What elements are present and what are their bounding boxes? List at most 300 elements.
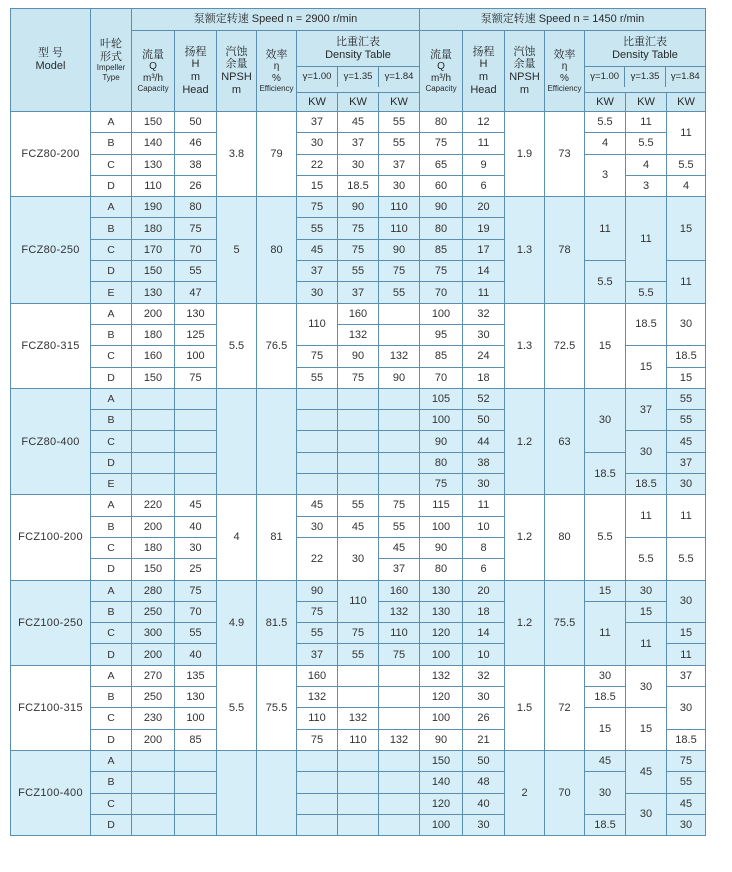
npsh-header-a (217, 31, 257, 112)
power-cell (297, 410, 338, 431)
power-cell: 55 (338, 644, 379, 665)
power-cell (297, 388, 338, 409)
table-row (11, 452, 706, 473)
power-cell: 30 (626, 665, 667, 708)
head-cell: 6 (463, 175, 505, 196)
head-cell: 19 (463, 218, 505, 239)
capacity-cell: 132 (420, 665, 463, 686)
capacity-cell: 110 (132, 175, 175, 196)
capacity-cell: 150 (132, 559, 175, 580)
power-cell: 75 (297, 197, 338, 218)
capacity-cell: 60 (420, 175, 463, 196)
capacity-cell: 90 (420, 197, 463, 218)
density-header-a (297, 31, 420, 93)
capacity-cell (132, 452, 175, 473)
cap-sym-b: Q (437, 61, 445, 73)
efficiency-cell: 78 (545, 197, 585, 303)
power-cell: 3 (585, 154, 626, 197)
power-cell (379, 388, 420, 409)
eff-unit: % (272, 72, 281, 84)
power-cell: 4 (626, 154, 667, 175)
cap-sym: Q (149, 61, 157, 73)
power-cell: 18.5 (585, 814, 626, 835)
impeller-cell: B (91, 772, 132, 793)
efficiency-header-b (545, 31, 585, 112)
capacity-cell: 190 (132, 197, 175, 218)
power-cell (297, 793, 338, 814)
head-cell: 50 (463, 750, 505, 771)
capacity-cell: 115 (420, 495, 463, 516)
model-cell: FCZ100-200 (11, 495, 91, 580)
cap-en: Capacity (137, 84, 169, 94)
head-cell: 100 (175, 346, 217, 367)
capacity-cell: 90 (420, 537, 463, 558)
eff-unit-b: % (560, 72, 569, 84)
capacity-cell: 105 (420, 388, 463, 409)
kw-unit: KW (338, 93, 379, 112)
head-cell: 40 (463, 793, 505, 814)
power-cell: 45 (338, 516, 379, 537)
capacity-cell: 230 (132, 708, 175, 729)
npsh-header-b (505, 31, 545, 112)
head-cell: 18 (463, 367, 505, 388)
power-cell (379, 750, 420, 771)
head-cell (175, 452, 217, 473)
capacity-cell: 75 (420, 133, 463, 154)
power-cell: 45 (626, 750, 667, 793)
head-cell: 25 (175, 559, 217, 580)
power-cell: 132 (338, 324, 379, 345)
model-cell: FCZ80-250 (11, 197, 91, 303)
power-cell: 11 (626, 623, 667, 666)
head-cell: 17 (463, 239, 505, 260)
power-cell: 55 (297, 623, 338, 644)
head-cell (175, 793, 217, 814)
head-cell: 32 (463, 665, 505, 686)
eff-sym: η (273, 61, 280, 73)
head-cell: 9 (463, 154, 505, 175)
impeller-cell: A (91, 495, 132, 516)
impeller-cell: D (91, 261, 132, 282)
head-sym: H (191, 58, 200, 71)
head-header-b (463, 31, 505, 112)
head-cell: 8 (463, 537, 505, 558)
power-cell: 132 (297, 687, 338, 708)
power-cell (338, 772, 379, 793)
head-cell: 100 (175, 708, 217, 729)
head-cell: 10 (463, 516, 505, 537)
capacity-cell: 120 (420, 687, 463, 708)
head-header-a (175, 31, 217, 112)
model-group-fcz80-250 (11, 197, 706, 303)
capacity-cell: 170 (132, 239, 175, 260)
capacity-cell: 100 (420, 708, 463, 729)
table-row (11, 112, 706, 133)
impeller-cell: A (91, 580, 132, 601)
impeller-cell: B (91, 324, 132, 345)
cap-en-b: Capacity (425, 84, 457, 94)
capacity-cell (132, 388, 175, 409)
efficiency-cell: 72.5 (545, 303, 585, 388)
power-cell: 132 (338, 708, 379, 729)
table-row (11, 495, 706, 516)
impeller-cell: B (91, 133, 132, 154)
head-cell: 85 (175, 729, 217, 750)
impeller-cell: E (91, 282, 132, 303)
capacity-cell: 100 (420, 814, 463, 835)
npsh-cell: 4 (217, 495, 257, 580)
head-cell: 50 (463, 410, 505, 431)
gamma-100-b: γ=1.00 (585, 67, 625, 87)
impeller-cell: E (91, 474, 132, 495)
model-cell: FCZ100-315 (11, 665, 91, 750)
head-cell: 40 (175, 644, 217, 665)
power-cell: 37 (379, 154, 420, 175)
power-cell: 5.5 (626, 282, 667, 303)
cap-cn: 流量 (142, 48, 164, 61)
impeller-cell: A (91, 112, 132, 133)
impeller-cell: D (91, 559, 132, 580)
efficiency-cell: 81 (257, 495, 297, 580)
power-cell: 45 (297, 239, 338, 260)
npsh-cn1: 汽蚀 (225, 45, 248, 58)
efficiency-cell: 72 (545, 665, 585, 750)
head-cn: 扬程 (184, 45, 207, 58)
head-cell: 20 (463, 197, 505, 218)
npsh-cell: 1.3 (505, 197, 545, 303)
pump-performance-table (10, 8, 706, 836)
power-cell: 30 (297, 516, 338, 537)
power-cell: 75 (379, 495, 420, 516)
head-sym-b: H (479, 58, 488, 71)
capacity-cell: 150 (420, 750, 463, 771)
power-cell (379, 474, 420, 495)
capacity-cell: 160 (132, 346, 175, 367)
kw-unit: KW (297, 93, 338, 112)
gamma-135-b: γ=1.35 (625, 67, 665, 87)
table-row (11, 814, 706, 835)
power-cell: 30 (585, 388, 626, 452)
capacity-cell: 80 (420, 559, 463, 580)
head-cell: 75 (175, 580, 217, 601)
head-cell: 10 (463, 644, 505, 665)
gamma-184-a: γ=1.84 (384, 70, 414, 82)
power-cell: 15 (626, 708, 667, 751)
kw-unit: KW (379, 93, 420, 112)
power-cell: 110 (297, 708, 338, 729)
impeller-cn1: 叶轮 (100, 38, 122, 51)
table-row (11, 388, 706, 409)
power-cell: 15 (297, 175, 338, 196)
cap-unit: m³/h (143, 72, 163, 84)
impeller-cell: A (91, 750, 132, 771)
capacity-cell: 200 (132, 516, 175, 537)
impeller-cn2: 形式 (100, 50, 122, 63)
head-cell (175, 410, 217, 431)
head-cell: 11 (463, 133, 505, 154)
capacity-cell: 150 (132, 112, 175, 133)
power-cell: 5.5 (667, 154, 706, 175)
impeller-cell: C (91, 431, 132, 452)
power-cell: 11 (667, 112, 706, 155)
npsh-cell (217, 388, 257, 494)
model-group-fcz80-200 (11, 112, 706, 197)
capacity-cell: 180 (132, 537, 175, 558)
capacity-cell: 100 (420, 516, 463, 537)
power-cell (379, 431, 420, 452)
power-cell: 110 (338, 580, 379, 623)
power-cell: 90 (338, 346, 379, 367)
power-cell (338, 793, 379, 814)
head-cn-b: 扬程 (472, 45, 495, 58)
power-cell: 37 (338, 282, 379, 303)
capacity-cell (132, 772, 175, 793)
npsh-cell: 2 (505, 750, 545, 835)
power-cell (379, 410, 420, 431)
capacity-cell: 130 (132, 154, 175, 175)
power-cell: 18.5 (667, 729, 706, 750)
head-cell: 46 (175, 133, 217, 154)
head-cell: 125 (175, 324, 217, 345)
npsh-cell: 1.2 (505, 580, 545, 665)
npsh-unit-b: m (519, 83, 530, 96)
model-cell: FCZ80-200 (11, 112, 91, 197)
speed-1450-header: 泵额定转速 Speed n = 1450 r/min (420, 9, 706, 31)
table-row (11, 303, 706, 324)
efficiency-cell: 73 (545, 112, 585, 197)
head-cell: 75 (175, 218, 217, 239)
head-cell: 32 (463, 303, 505, 324)
power-cell: 11 (667, 644, 706, 665)
power-cell: 75 (338, 623, 379, 644)
capacity-cell: 85 (420, 239, 463, 260)
head-cell: 44 (463, 431, 505, 452)
power-cell: 11 (585, 601, 626, 665)
table-row (11, 772, 706, 793)
density-en-b: Density Table (612, 49, 678, 61)
power-cell: 160 (379, 580, 420, 601)
density-en: Density Table (325, 49, 391, 61)
impeller-cell: A (91, 303, 132, 324)
power-cell: 5.5 (585, 112, 626, 133)
impeller-cell: A (91, 665, 132, 686)
table-row (11, 133, 706, 154)
head-cell (175, 814, 217, 835)
head-cell: 12 (463, 112, 505, 133)
power-cell: 22 (297, 537, 338, 580)
efficiency-cell: 79 (257, 112, 297, 197)
power-cell: 18.5 (626, 474, 667, 495)
impeller-cell: B (91, 218, 132, 239)
power-cell (338, 665, 379, 686)
power-cell (379, 452, 420, 473)
npsh-cell: 5 (217, 197, 257, 303)
density-header-b (585, 31, 706, 93)
npsh-cell (217, 750, 257, 835)
eff-en: Efficiency (259, 84, 294, 94)
capacity-cell: 70 (420, 282, 463, 303)
npsh-cell: 1.3 (505, 303, 545, 388)
head-cell (175, 772, 217, 793)
capacity-cell: 90 (420, 729, 463, 750)
model-header-en: Model (35, 60, 66, 72)
power-cell: 5.5 (585, 495, 626, 580)
kw-unit: KW (626, 93, 667, 112)
head-cell: 130 (175, 303, 217, 324)
density-cn-b: 比重汇表 (623, 36, 667, 49)
power-cell (379, 303, 420, 324)
efficiency-cell: 81.5 (257, 580, 297, 665)
power-cell (379, 772, 420, 793)
efficiency-cell: 76.5 (257, 303, 297, 388)
power-cell: 18.5 (626, 303, 667, 346)
table-row (11, 154, 706, 175)
head-cell: 80 (175, 197, 217, 218)
power-cell: 22 (297, 154, 338, 175)
power-cell: 110 (379, 197, 420, 218)
table-header (11, 9, 706, 112)
model-cell: FCZ80-315 (11, 303, 91, 388)
power-cell: 15 (585, 580, 626, 601)
power-cell: 110 (297, 303, 338, 346)
head-cell (175, 388, 217, 409)
power-cell: 15 (667, 367, 706, 388)
head-cell: 75 (175, 367, 217, 388)
power-cell (297, 814, 338, 835)
npsh-cn2: 余量 (225, 58, 248, 71)
npsh-cell: 5.5 (217, 665, 257, 750)
head-cell: 30 (463, 474, 505, 495)
power-cell: 11 (585, 197, 626, 261)
eff-sym-b: η (561, 61, 568, 73)
capacity-cell: 95 (420, 324, 463, 345)
model-group-fcz80-400 (11, 388, 706, 494)
power-cell: 30 (297, 282, 338, 303)
impeller-cell: A (91, 388, 132, 409)
power-cell: 5.5 (585, 261, 626, 304)
head-cell: 38 (175, 154, 217, 175)
kw-unit: KW (667, 93, 706, 112)
impeller-cell: C (91, 346, 132, 367)
capacity-cell: 180 (132, 324, 175, 345)
power-cell: 90 (379, 367, 420, 388)
power-cell (379, 687, 420, 708)
impeller-cell: D (91, 814, 132, 835)
power-cell: 110 (379, 623, 420, 644)
npsh-cell: 1.9 (505, 112, 545, 197)
impeller-cell: D (91, 175, 132, 196)
power-cell (338, 814, 379, 835)
head-cell: 11 (463, 282, 505, 303)
capacity-cell: 90 (420, 431, 463, 452)
power-cell: 110 (338, 729, 379, 750)
impeller-cell: D (91, 452, 132, 473)
head-cell: 20 (463, 580, 505, 601)
power-cell (297, 750, 338, 771)
power-cell: 30 (379, 175, 420, 196)
head-cell: 55 (175, 261, 217, 282)
table-row (11, 580, 706, 601)
power-cell: 55 (297, 367, 338, 388)
power-cell: 15 (585, 303, 626, 388)
power-cell: 132 (379, 729, 420, 750)
power-cell: 75 (297, 601, 338, 622)
capacity-cell (132, 410, 175, 431)
impeller-cell: B (91, 601, 132, 622)
power-cell: 37 (297, 112, 338, 133)
capacity-cell: 130 (420, 580, 463, 601)
capacity-header-b (420, 31, 463, 112)
density-cn: 比重汇表 (336, 36, 380, 49)
kw-unit: KW (585, 93, 626, 112)
capacity-cell: 130 (132, 282, 175, 303)
density-gamma-row-a (297, 66, 419, 87)
head-cell: 45 (175, 495, 217, 516)
power-cell: 37 (626, 388, 667, 431)
power-cell: 37 (338, 133, 379, 154)
efficiency-cell: 80 (545, 495, 585, 580)
capacity-cell: 250 (132, 687, 175, 708)
capacity-cell: 220 (132, 495, 175, 516)
capacity-cell: 80 (420, 112, 463, 133)
head-cell: 40 (175, 516, 217, 537)
npsh-cell: 1.2 (505, 495, 545, 580)
model-group-fcz80-315 (11, 303, 706, 388)
impeller-cell: D (91, 644, 132, 665)
npsh-en: NPSH (221, 71, 252, 83)
head-cell: 26 (175, 175, 217, 196)
head-cell: 130 (175, 687, 217, 708)
power-cell: 45 (585, 750, 626, 771)
head-cell: 47 (175, 282, 217, 303)
density-gamma-row-b (585, 66, 705, 87)
power-cell: 11 (667, 495, 706, 538)
head-cell: 14 (463, 261, 505, 282)
head-cell: 30 (463, 324, 505, 345)
capacity-cell: 120 (420, 623, 463, 644)
power-cell: 15 (626, 346, 667, 389)
power-cell: 55 (379, 282, 420, 303)
power-cell: 11 (626, 495, 667, 538)
head-cell: 30 (463, 687, 505, 708)
power-cell: 11 (667, 261, 706, 304)
head-cell: 50 (175, 112, 217, 133)
head-cell: 70 (175, 239, 217, 260)
gamma-100-a: γ=1.00 (297, 67, 338, 87)
power-cell: 15 (667, 623, 706, 644)
power-cell: 55 (667, 410, 706, 431)
model-group-fcz100-200 (11, 495, 706, 580)
table-row (11, 197, 706, 218)
head-unit: m (190, 71, 201, 83)
power-cell: 45 (297, 495, 338, 516)
impeller-cell: B (91, 516, 132, 537)
head-cell: 55 (175, 623, 217, 644)
eff-cn: 效率 (265, 48, 288, 61)
npsh-cn1-b: 汽蚀 (513, 45, 536, 58)
capacity-cell: 200 (132, 729, 175, 750)
head-cell: 38 (463, 452, 505, 473)
gamma-135-a: γ=1.35 (338, 67, 379, 87)
power-cell: 160 (338, 303, 379, 324)
power-cell: 75 (338, 367, 379, 388)
table-row (11, 708, 706, 729)
power-cell: 5.5 (626, 537, 667, 580)
impeller-cell: C (91, 239, 132, 260)
table-row (11, 665, 706, 686)
impeller-cell: B (91, 687, 132, 708)
power-cell (338, 388, 379, 409)
